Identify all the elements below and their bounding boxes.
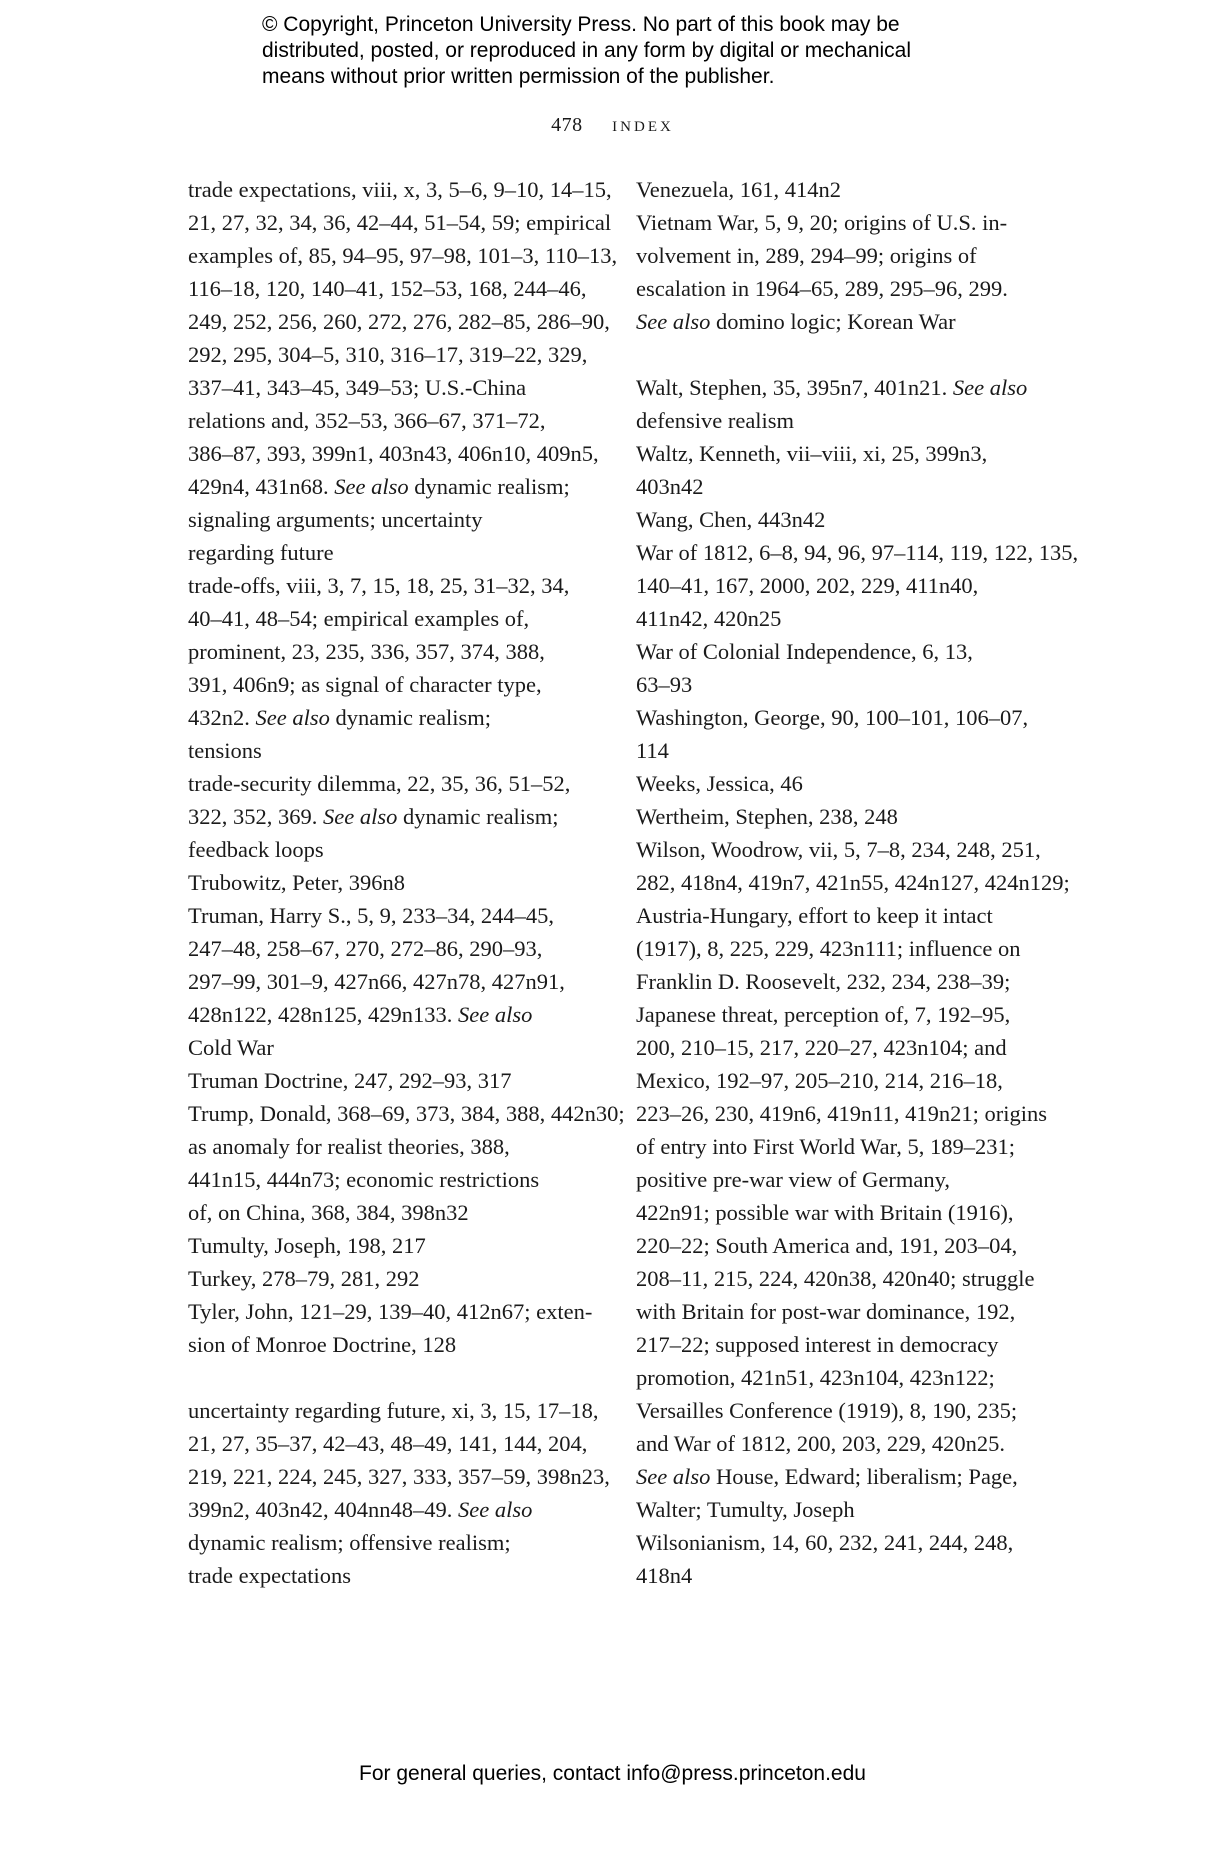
index-entry-line: feedback loops [188,837,324,862]
index-entry [188,1262,608,1295]
index-entry-line: trade expectations [188,1563,352,1588]
index-entry-line: promotion, 421n51, 423n104, 423n122; [636,1365,995,1390]
index-entry-line: dynamic realism; offensive realism; [188,1530,511,1555]
copyright-line: distributed, posted, or reproduced in any form by digital or mechanical [262,39,912,62]
index-entry [636,206,1066,338]
index-entry-line: Turkey, 278–79, 281, 292 [188,1266,420,1291]
index-entry-line: Franklin D. Roosevelt, 232, 234, 238–39; [636,969,1011,994]
index-entry-line: relations and, 352–53, 366–67, 371–72, [188,408,546,433]
index-entry-line: Washington, George, 90, 100–101, 106–07, [636,705,1029,730]
index-entry-line: 140–41, 167, 2000, 202, 229, 411n40, [636,573,979,598]
index-entry-line: 200, 210–15, 217, 220–27, 423n104; and [636,1035,1007,1060]
index-entry-line: 411n42, 420n25 [636,606,782,631]
index-entry [636,800,1066,833]
index-entry-line: 220–22; South America and, 191, 203–04, [636,1233,1018,1258]
index-entry-line: defensive realism [636,408,795,433]
index-entry-line: 292, 295, 304–5, 310, 316–17, 319–22, 329, [188,342,588,367]
index-entry-line: See also domino logic; Korean War [636,309,956,334]
index-entry-line: Walter; Tumulty, Joseph [636,1497,855,1522]
index-entry-line: Trubowitz, Peter, 396n8 [188,870,406,895]
index-entry [188,899,608,1064]
index-entry [188,767,608,866]
index-entry [188,173,618,569]
index-entry-line: 114 [636,738,669,763]
index-entry [188,1394,608,1592]
running-head [0,111,1225,137]
index-entry-line: 219, 221, 224, 245, 327, 333, 357–59, 398n23, [188,1464,610,1489]
index-entry-line: War of 1812, 6–8, 94, 96, 97–114, 119, 122, 135, [636,540,1079,565]
index-entry-line: of entry into First World War, 5, 189–231; [636,1134,1015,1159]
index-entry-line: signaling arguments; uncertainty [188,507,483,532]
index-entry [636,437,1066,503]
index-entry-line: 337–41, 343–45, 349–53; U.S.-China [188,375,527,400]
index-entry-line: Tumulty, Joseph, 198, 217 [188,1233,426,1258]
index-entry-line: Venezuela, 161, 414n2 [636,177,841,202]
index-entry-line: Cold War [188,1035,274,1060]
index-entry [636,833,1070,1526]
index-entry-line: Versailles Conference (1919), 8, 190, 235; [636,1398,1018,1423]
index-column-right [636,173,1079,1592]
index-entry-line: 429n4, 431n68. See also dynamic realism; [188,474,570,499]
index-entry-line: Japanese threat, perception of, 7, 192–95, [636,1002,1011,1027]
index-column-left [188,173,625,1592]
index-entry-line: 208–11, 215, 224, 420n38, 420n40; struggle [636,1266,1035,1291]
index-entry-line: Weeks, Jessica, 46 [636,771,803,796]
index-entry-line: Mexico, 192–97, 205–210, 214, 216–18, [636,1068,1003,1093]
copyright-notice [262,12,1022,90]
index-entry-line: 432n2. See also dynamic realism; [188,705,492,730]
index-entry-line: 247–48, 258–67, 270, 272–86, 290–93, [188,936,543,961]
index-entry-line: and War of 1812, 200, 203, 229, 420n25. [636,1431,1005,1456]
index-entry-line: Wertheim, Stephen, 238, 248 [636,804,898,829]
index-entry-line: regarding future [188,540,334,565]
index-entry-line: Trump, Donald, 368–69, 373, 384, 388, 442n30; [188,1101,625,1126]
index-entry-line: 282, 418n4, 419n7, 421n55, 424n127, 424n129; [636,870,1070,895]
footer-contact: For general queries, contact info@press.princeton.edu [359,1762,866,1785]
index-entry [188,569,608,767]
letter-group-gap [636,338,1066,371]
index-entry-line: 399n2, 403n42, 404nn48–49. See also [188,1497,533,1522]
index-entry-line: 386–87, 393, 399n1, 403n43, 406n10, 409n5, [188,441,599,466]
index-entry-line: (1917), 8, 225, 229, 423n111; influence on [636,936,1021,961]
index-entry-line: Tyler, John, 121–29, 139–40, 412n67; exten- [188,1299,593,1324]
index-entry-line: 223–26, 230, 419n6, 419n11, 419n21; origins [636,1101,1048,1126]
index-entry-line: as anomaly for realist theories, 388, [188,1134,510,1159]
page-number: 478 [551,114,583,136]
index-entry [188,1295,608,1361]
index-entry-line: 322, 352, 369. See also dynamic realism; [188,804,559,829]
index-entry-line: 40–41, 48–54; empirical examples of, [188,606,530,631]
index-entry [188,1064,608,1097]
index-entry-line: 217–22; supposed interest in democracy [636,1332,999,1357]
index-entry-line: uncertainty regarding future, xi, 3, 15, 17–18, [188,1398,599,1423]
index-entry [636,503,1066,536]
index-entry-line: trade expectations, viii, x, 3, 5–6, 9–10, 14–15, [188,177,612,202]
index-entry [188,866,608,899]
index-entry [188,1097,625,1229]
index-entry-line: 391, 406n9; as signal of character type, [188,672,542,697]
index-entry-line: sion of Monroe Doctrine, 128 [188,1332,457,1357]
letter-group-gap [188,1361,608,1394]
index-entry-line: with Britain for post-war dominance, 192, [636,1299,1016,1324]
index-entry-line: Waltz, Kenneth, vii–viii, xi, 25, 399n3, [636,441,988,466]
index-entry-line: Wilson, Woodrow, vii, 5, 7–8, 234, 248, 251, [636,837,1041,862]
index-entry-line: Wang, Chen, 443n42 [636,507,826,532]
index-entry-line: Truman, Harry S., 5, 9, 233–34, 244–45, [188,903,555,928]
index-entry-line: prominent, 23, 235, 336, 357, 374, 388, [188,639,545,664]
index-entry-line: tensions [188,738,262,763]
index-entry-line: trade-offs, viii, 3, 7, 15, 18, 25, 31–32, 34, [188,573,570,598]
index-entry-line: 21, 27, 32, 34, 36, 42–44, 51–54, 59; empirical [188,210,612,235]
index-entry-line: trade-security dilemma, 22, 35, 36, 51–52, [188,771,571,796]
index-entry-line: Austria-Hungary, effort to keep it intact [636,903,993,928]
index-entry-line: examples of, 85, 94–95, 97–98, 101–3, 110–13, [188,243,618,268]
index-entry [636,701,1066,767]
index-entry-line: 249, 252, 256, 260, 272, 276, 282–85, 286–90, [188,309,610,334]
index-entry-line: 116–18, 120, 140–41, 152–53, 168, 244–46, [188,276,587,301]
running-head-title: index [612,111,674,136]
index-entry [188,1229,608,1262]
index-entry-line: See also House, Edward; liberalism; Page, [636,1464,1018,1489]
index-entry-line: War of Colonial Independence, 6, 13, [636,639,973,664]
index-entry-line: 403n42 [636,474,704,499]
index-entry [636,536,1079,635]
index-entry-line: of, on China, 368, 384, 398n32 [188,1200,469,1225]
index-entry [636,767,1066,800]
index-entry-line: 428n122, 428n125, 429n133. See also [188,1002,533,1027]
index-entry-line: 63–93 [636,672,693,697]
index-entry-line: Wilsonianism, 14, 60, 232, 241, 244, 248, [636,1530,1014,1555]
index-entry [636,635,1066,701]
index-entry-line: Truman Doctrine, 247, 292–93, 317 [188,1068,512,1093]
index-entry [636,1526,1066,1592]
index-entry-line: positive pre-war view of Germany, [636,1167,951,1192]
index-entry-line: 21, 27, 35–37, 42–43, 48–49, 141, 144, 204, [188,1431,588,1456]
index-entry-line: Vietnam War, 5, 9, 20; origins of U.S. in- [636,210,1008,235]
index-entry-line: 418n4 [636,1563,693,1588]
copyright-line: © Copyright, Princeton University Press. No part of this book may be [262,13,900,36]
index-entry [636,371,1066,437]
index-entry-line: 422n91; possible war with Britain (1916), [636,1200,1014,1225]
index-entry-line: Walt, Stephen, 35, 395n7, 401n21. See also [636,375,1028,400]
copyright-line: means without prior written permission of the publisher. [262,65,775,88]
index-entry-line: escalation in 1964–65, 289, 295–96, 299. [636,276,1008,301]
index-entry-line: 297–99, 301–9, 427n66, 427n78, 427n91, [188,969,565,994]
index-entry [636,173,1066,206]
index-entry-line: 441n15, 444n73; economic restrictions [188,1167,540,1192]
index-entry-line: volvement in, 289, 294–99; origins of [636,243,977,268]
